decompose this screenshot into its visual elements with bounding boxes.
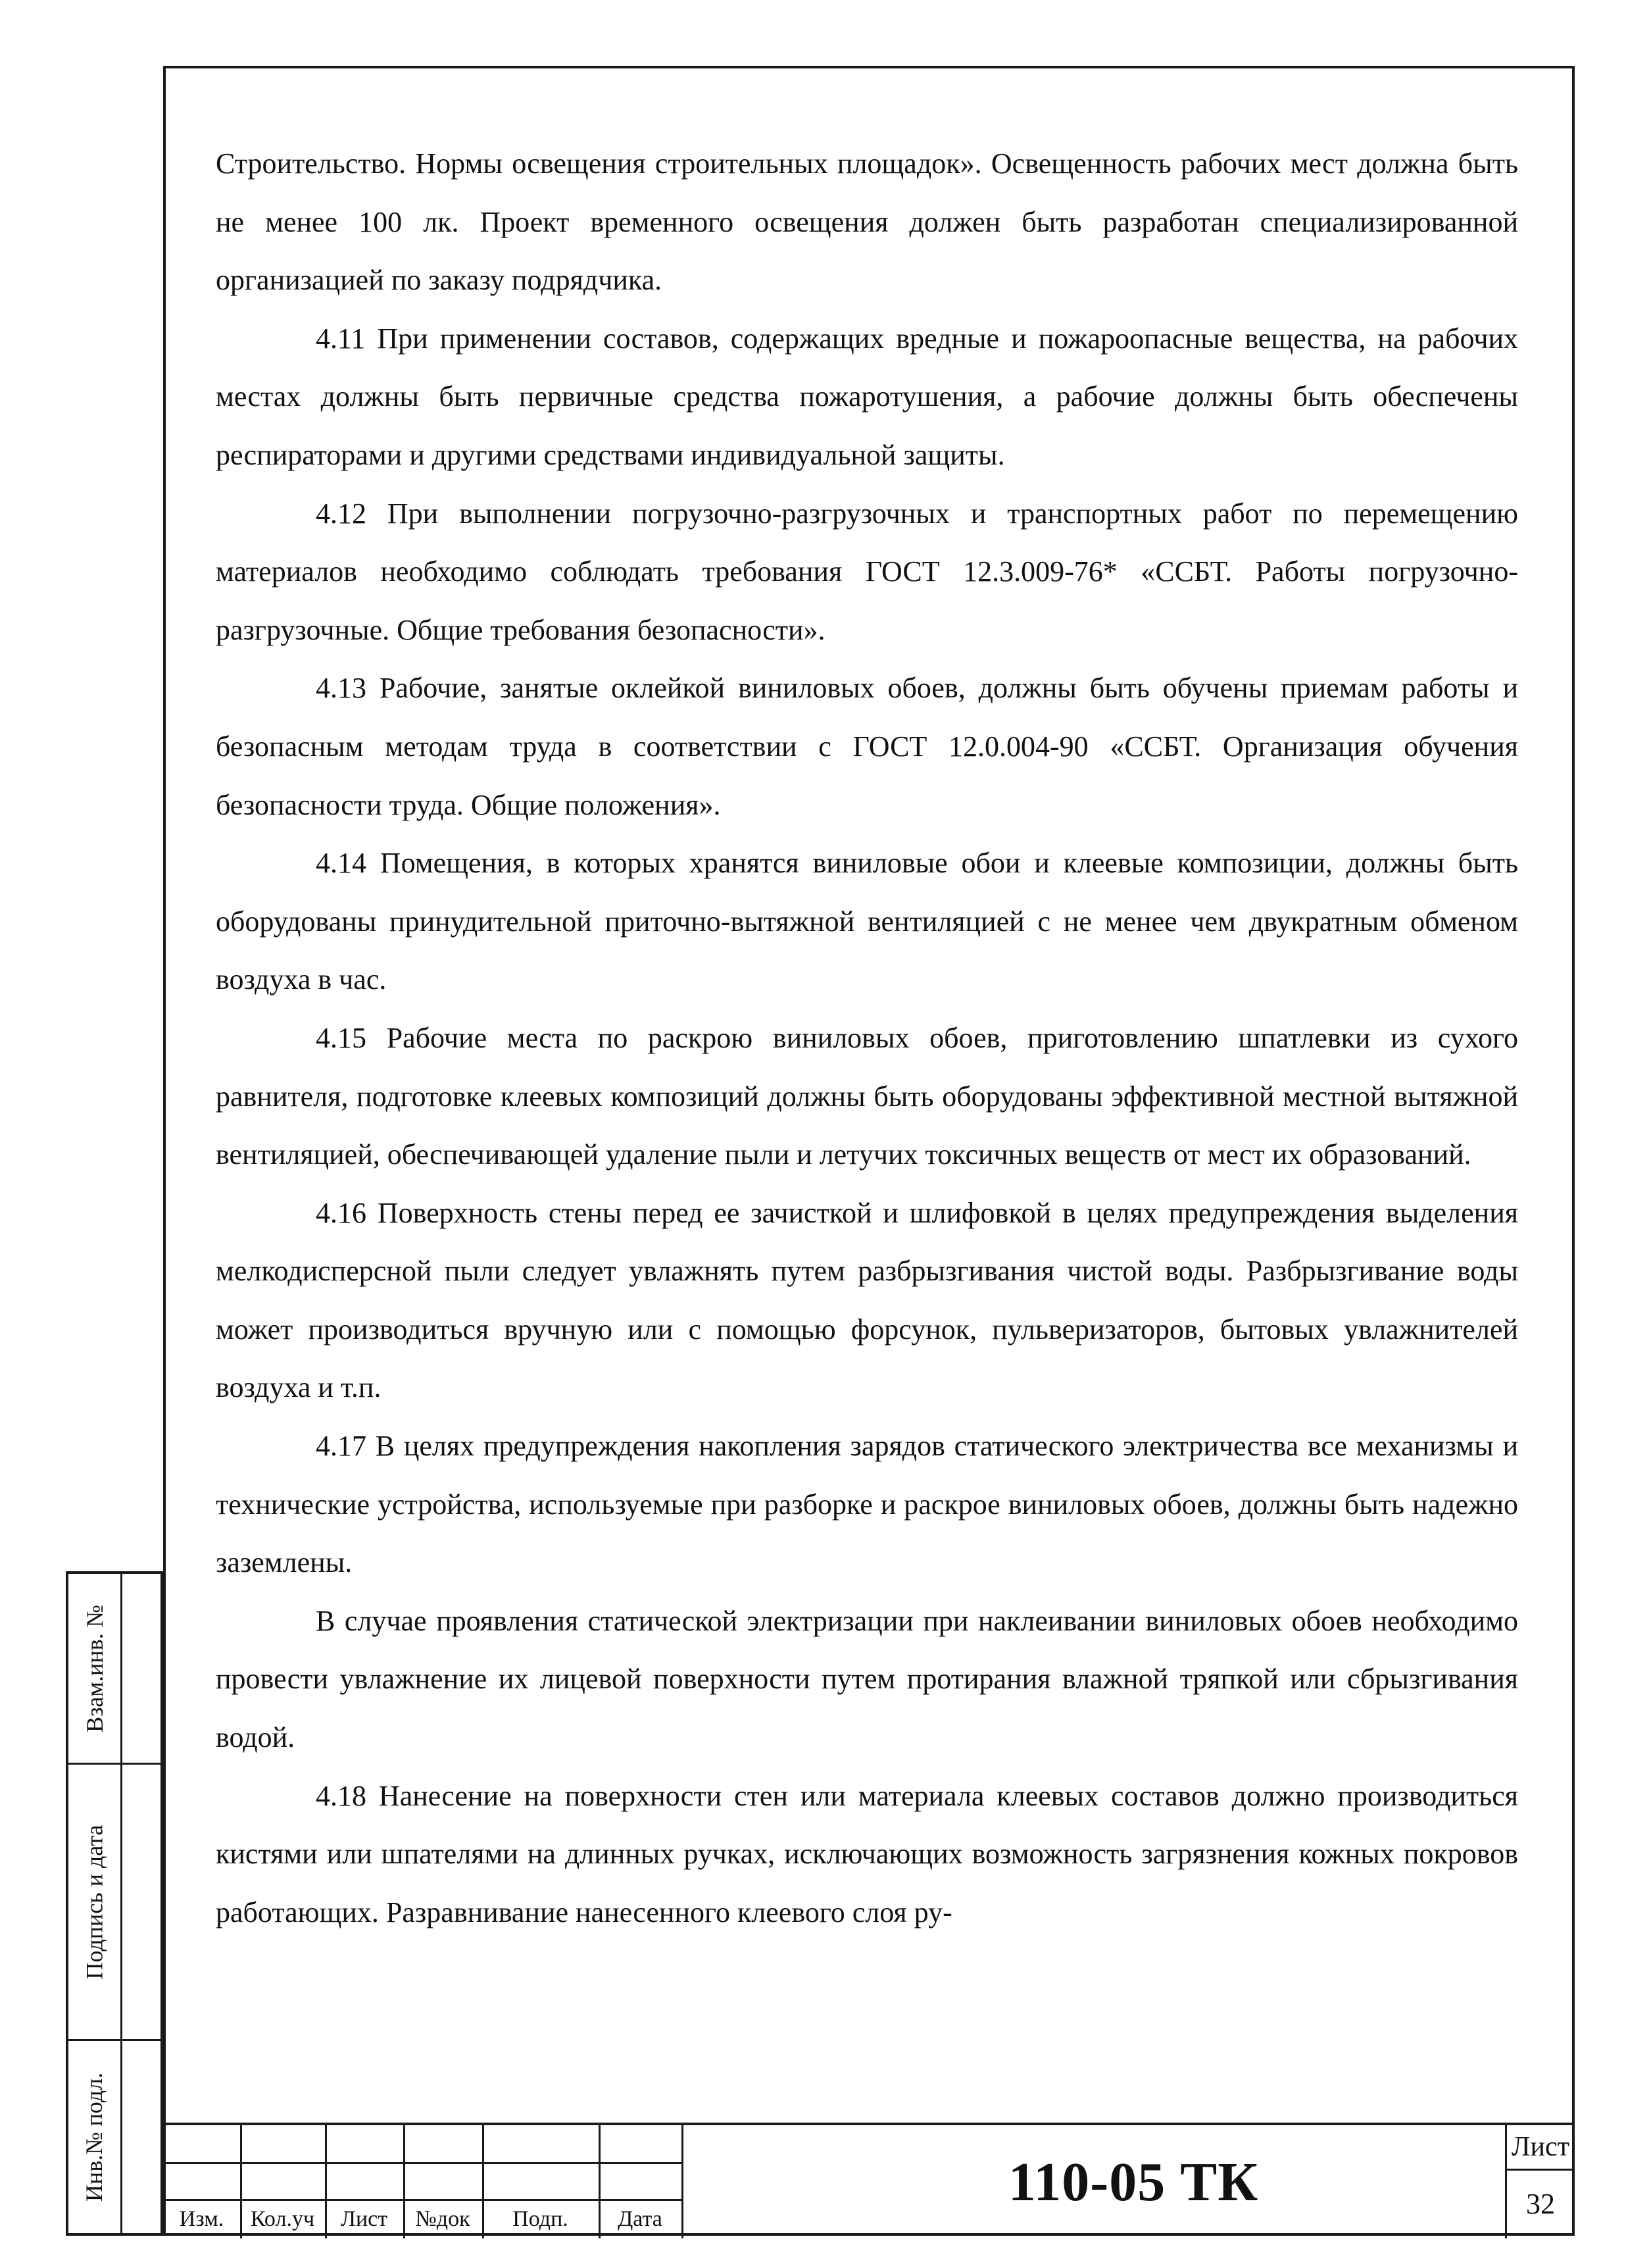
col-label-data: Дата xyxy=(618,2207,662,2231)
col-label-podp: Подп. xyxy=(512,2207,568,2231)
sheet-number: 32 xyxy=(1526,2187,1555,2220)
title-block-rule xyxy=(1505,2125,1507,2238)
document-code: 110-05 ТК xyxy=(1008,2151,1259,2213)
side-stamp xyxy=(66,1571,163,2236)
sheet-label: Лист xyxy=(1512,2132,1569,2162)
paragraph: 4.18 Нанесение на поверхности стен или материала клеевых составов должно производиться кистями или шпателями на длинных ручках, исключающих возможность загрязнения кожных покровов работающих. Разравнивание нанесенного клеевого слоя ру- xyxy=(216,1779,1518,1928)
paragraph: 4.16 Поверхность стены перед ее зачисткой и шлифовкой в целях предупреждения выделения мелкодисперсной пыли следует увлажнять путем разбрызгивания чистой воды. Разбрызгивание воды может производиться вручную или с помощью форсунок, пульверизаторов, бытовых увлажнителей воздуха и т.п. xyxy=(216,1196,1518,1404)
stamp-cell-podpis-data xyxy=(68,1765,122,2041)
paragraph: 4.12 При выполнении погрузочно-разгрузочных и транспортных работ по перемещению материалов необходимо соблюдать требования ГОСТ 12.3.009-76* «ССБТ. Работы погрузочно-разгрузочные. Общие требования безопасности». xyxy=(216,497,1518,646)
stamp-label-inv-podl: Инв.№ подл. xyxy=(81,2072,108,2202)
document-body xyxy=(216,135,1518,1942)
col-label-izm: Изм. xyxy=(179,2207,224,2231)
paragraph: Строительство. Нормы освещения строительных площадок». Освещенность рабочих мест должна быть не менее 100 лк. Проект временного освещения должен быть разработан специализированной организацией по заказу подрядчика. xyxy=(216,147,1518,297)
paragraph: 4.13 Рабочие, занятые оклейкой виниловых обоев, должны быть обучены приемам работы и безопасным методам труда в соответствии с ГОСТ 12.0.004-90 «ССБТ. Организация обучения безопасности труда. Общие положения». xyxy=(216,672,1518,821)
stamp-value-vzam-inv xyxy=(122,1574,163,1765)
title-block-rule xyxy=(681,2125,683,2238)
col-label-ndok: №док xyxy=(415,2207,470,2231)
paragraph: 4.17 В целях предупреждения накопления зарядов статического электричества все механизмы и технические устройства, используемые при разборке и раскрое виниловых обоев, должны быть надежно заземлены. xyxy=(216,1430,1518,1579)
stamp-label-podpis-data: Подпись и дата xyxy=(81,1825,108,1979)
stamp-cell-inv-podl xyxy=(68,2041,122,2233)
paragraph: 4.11 При применении составов, содержащих вредные и пожароопасные вещества, на рабочих местах должны быть первичные средства пожаротушения, а рабочие должны быть обеспечены респираторами и другими средствами индивидуальной защиты. xyxy=(216,322,1518,471)
paragraph: В случае проявления статической электризации при наклеивании виниловых обоев необходимо провести увлажнение их лицевой поверхности путем протирания влажной тряпкой или сбрызгивания водой. xyxy=(216,1604,1518,1754)
col-label-kol-uch: Кол.уч xyxy=(250,2207,315,2231)
stamp-value-podpis-data xyxy=(122,1765,163,2041)
stamp-value-inv-podl xyxy=(122,2041,163,2233)
col-label-list: Лист xyxy=(340,2207,388,2231)
title-block xyxy=(163,2123,1575,2236)
paragraph: 4.15 Рабочие места по раскрою виниловых обоев, приготовлению шпатлевки из сухого равнителя, подготовке клеевых композиций должны быть оборудованы эффективной местной вытяжной вентиляцией, обеспечивающей удаление пыли и летучих токсичных веществ от мест их образований. xyxy=(216,1021,1518,1171)
paragraph: 4.14 Помещения, в которых хранятся виниловые обои и клеевые композиции, должны быть оборудованы принудительной приточно-вытяжной вентиляцией с не менее чем двукратным обменом воздуха в час. xyxy=(216,847,1518,996)
stamp-cell-vzam-inv xyxy=(68,1574,122,1765)
stamp-label-vzam-inv: Взам.инв. № xyxy=(81,1604,108,1732)
